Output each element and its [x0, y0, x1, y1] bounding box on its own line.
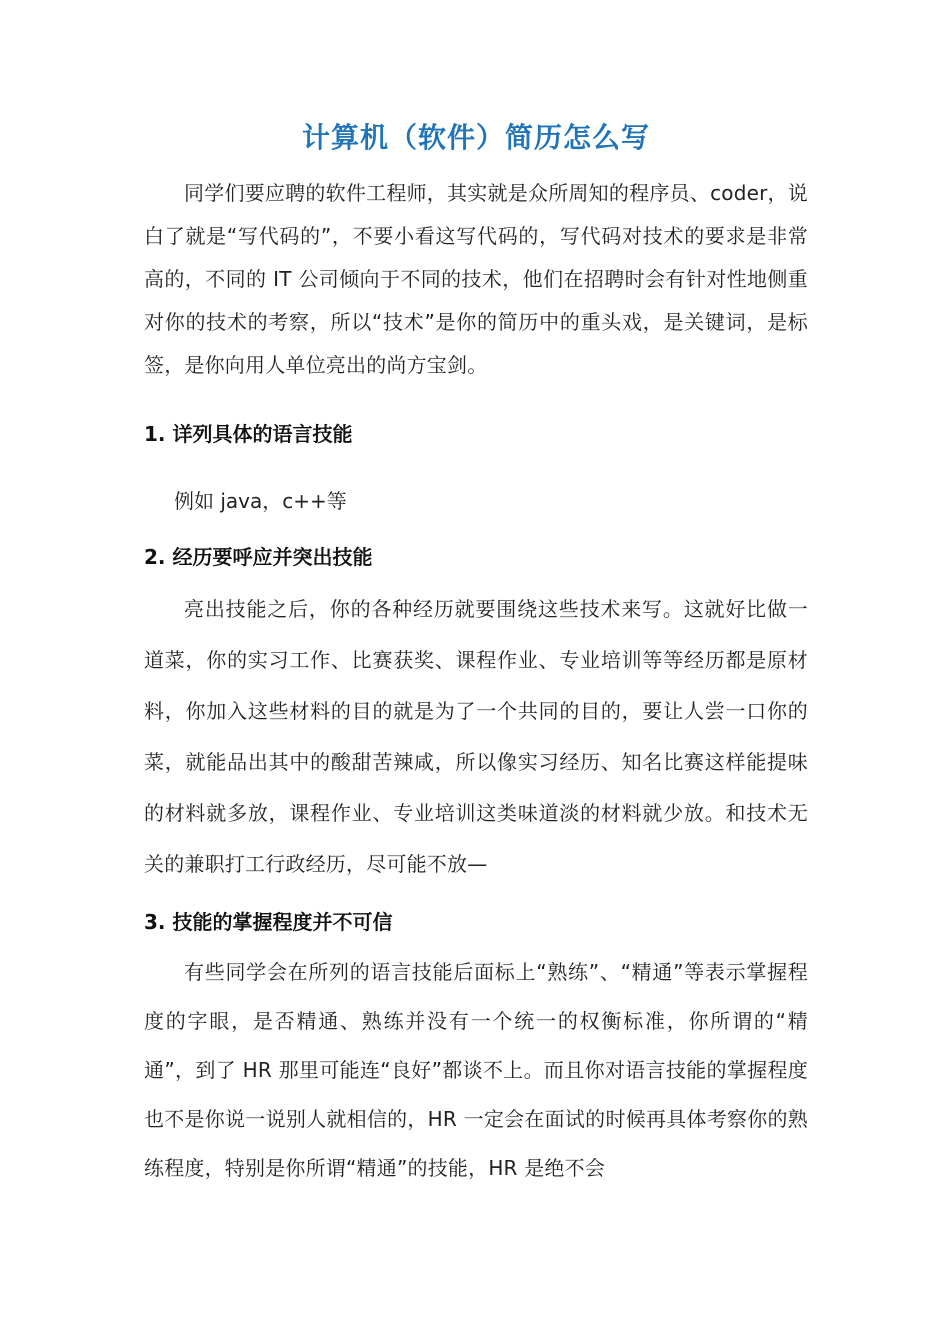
section-1-body: 例如 java，c++等: [174, 489, 347, 513]
section-2-heading: 2. 经历要呼应并突出技能: [144, 545, 373, 569]
section-3-heading: 3. 技能的掌握程度并不可信: [144, 910, 393, 934]
section-3-body: 有些同学会在所列的语言技能后面标上“熟练”、“精通”等表示掌握程度的字眼，是否精通、熟练并没有一个统一的权衡标准，你所谓的“精通”，到了 HR 那里可能连“良好”都谈不上。而且你对语言技能的掌握程度也不是你说一说别人就相信的，HR 一定会在面试的时候再具体考察你的熟练程度，特别是你所谓“精通”的技能，HR 是绝不会: [144, 960, 808, 1180]
page-title: 计算机（软件）简历怎么写: [301, 121, 650, 154]
intro-paragraph: 同学们要应聘的软件工程师，其实就是众所周知的程序员、coder，说白了就是“写代码的”，不要小看这写代码的，写代码对技术的要求是非常高的，不同的 IT 公司倾向于不同的技术，他们在招聘时会有针对性地侧重对你的技术的考察，所以“技术”是你的简历中的重头戏，是关键词，是标签，是你向用人单位亮出的尚方宝剑。: [144, 181, 808, 377]
section-1-heading: 1. 详列具体的语言技能: [144, 422, 353, 446]
section-2-body: 亮出技能之后，你的各种经历就要围绕这些技术来写。这就好比做一道菜，你的实习工作、比赛获奖、课程作业、专业培训等等经历都是原材料，你加入这些材料的目的就是为了一个共同的目的，要让人尝一口你的菜，就能品出其中的酸甜苦辣咸，所以像实习经历、知名比赛这样能提味的材料就多放，课程作业、专业培训这类味道淡的材料就少放。和技术无关的兼职打工行政经历，尽可能不放—: [144, 597, 808, 876]
